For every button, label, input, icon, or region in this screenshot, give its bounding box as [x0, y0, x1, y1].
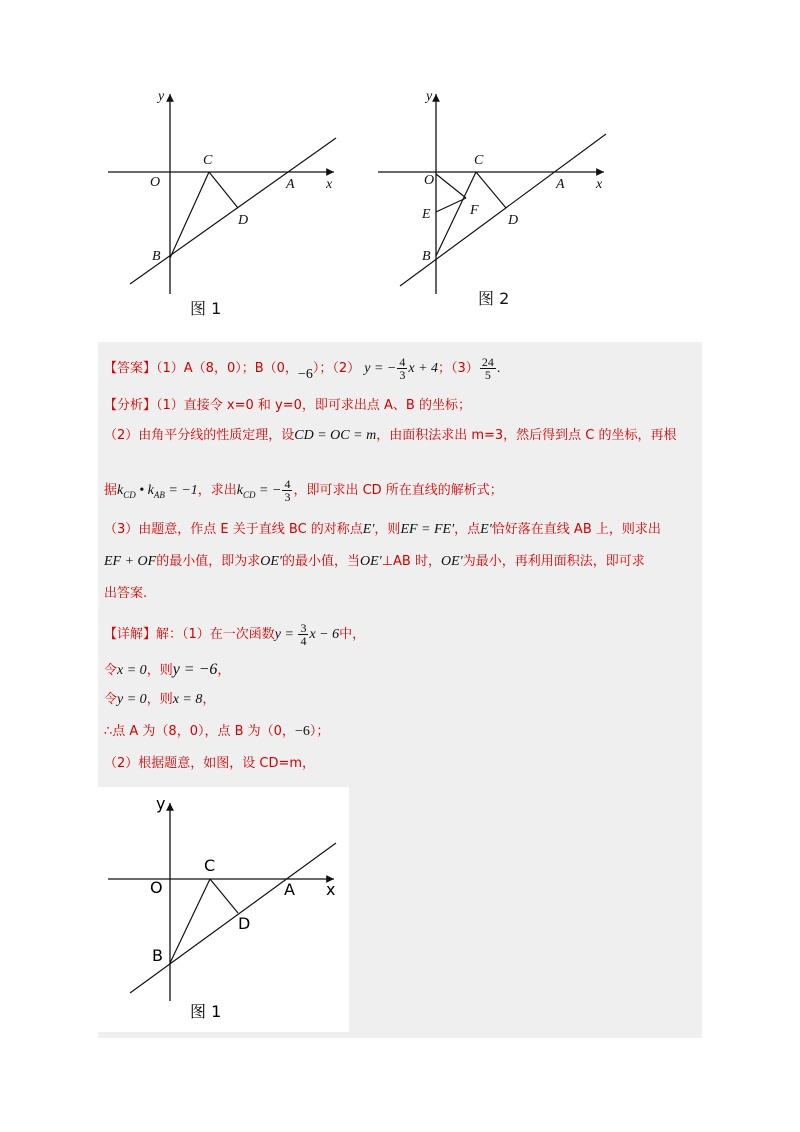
- answer-3-num: 24: [481, 355, 494, 369]
- answer-eq-frac: [397, 356, 407, 381]
- detail-math-x6: x − 6: [309, 627, 340, 642]
- answer-eq-den: 3: [399, 368, 406, 382]
- label-f: F: [470, 203, 479, 218]
- analysis-math-oe-1: OE′: [260, 554, 282, 569]
- detail-math-neg6: −6: [294, 724, 310, 739]
- line-ab: [130, 843, 336, 993]
- analysis-line-6: [104, 584, 147, 604]
- detail-text-3b: ，则: [146, 692, 173, 707]
- k-cd-eq: = −: [255, 483, 282, 498]
- answer-part1-end: ）；（2）: [312, 361, 361, 376]
- detail-frac-num: 3: [300, 621, 307, 635]
- answer-3-frac: [480, 356, 496, 381]
- analysis-text-4d: 恰好落在直线 AB 上，则求出: [491, 522, 661, 537]
- segment-bc: [170, 172, 209, 258]
- detail-math-y0: y = 0: [117, 692, 147, 707]
- label-b: B: [152, 946, 163, 965]
- detail-line-4: [104, 722, 329, 742]
- detail-math-y: y =: [274, 627, 298, 642]
- k-cd-sub: CD: [123, 489, 136, 500]
- k-product-value: = −1: [164, 483, 198, 498]
- segment-ef: [436, 198, 466, 212]
- segment-bc: [170, 879, 210, 963]
- detail-text-2c: ，: [217, 663, 231, 678]
- line-ab: [400, 134, 606, 286]
- detail-text-5: （2）根据题意，如图，设 CD=m，: [104, 756, 316, 771]
- detail-line-3: [104, 690, 215, 710]
- detail-frac-den: 4: [300, 634, 307, 648]
- label-o: O: [424, 173, 435, 188]
- kcd-den: 3: [284, 490, 291, 504]
- detail-line-1: [104, 622, 365, 647]
- detail-math-x8: x = 8: [172, 692, 203, 707]
- label-d: D: [508, 213, 519, 228]
- k-cd-symbol: k: [117, 483, 124, 498]
- answer-eq-num: 4: [399, 355, 406, 369]
- figure-1-svg: [100, 88, 360, 324]
- analysis-text-3c: ，即可求出 CD 所在直线的解析式；: [293, 483, 503, 498]
- analysis-text-3a: 据: [104, 483, 118, 498]
- label-y: y: [158, 89, 165, 104]
- label-b: B: [152, 249, 161, 264]
- analysis-math-ef-fe: EF = FE′: [400, 522, 455, 537]
- answer-end: .: [496, 361, 501, 376]
- segment-cd: [209, 172, 238, 208]
- analysis-text-6: 出答案.: [104, 586, 148, 601]
- label-o: O: [150, 175, 161, 190]
- answer-part3: ；（3）: [438, 361, 479, 376]
- label-x: x: [326, 177, 333, 192]
- answer-b-value: −6: [297, 367, 313, 382]
- k-ab-symbol: • k: [135, 483, 154, 498]
- figure-1: [100, 88, 360, 324]
- analysis-math-oe-3: OE′: [441, 554, 463, 569]
- analysis-tag: 【分析】: [104, 398, 157, 413]
- detail-text-4b: ）；: [309, 724, 330, 739]
- answer-eq-post: x + 4: [408, 361, 439, 376]
- figure-2-caption: 图 2: [478, 289, 510, 308]
- segment-of: [436, 174, 466, 198]
- analysis-math-ef-of: EF + OF: [104, 554, 157, 569]
- detail-text-4a: ∴点 A 为（8，0），点 B 为（0，: [104, 724, 295, 739]
- label-b: B: [422, 249, 431, 264]
- analysis-line-5: [104, 552, 645, 572]
- answer-tag: 【答案】: [104, 361, 157, 376]
- analysis-text-5a: 的最小值，即为求: [156, 554, 261, 569]
- label-e: E: [422, 207, 431, 222]
- line-ab: [130, 138, 336, 284]
- analysis-line-4: [104, 520, 661, 540]
- label-d: D: [238, 213, 249, 228]
- detail-tag: 【详解】: [104, 627, 157, 642]
- k-cd-sub-2: CD: [243, 489, 256, 500]
- analysis-text-1: （1）直接令 x=0 和 y=0，即可求出点 A、B 的坐标；: [156, 398, 471, 413]
- analysis-math-e-prime: E′: [362, 522, 375, 537]
- analysis-kcd-frac: [282, 478, 292, 503]
- figure-3-caption: 图 1: [190, 1002, 222, 1021]
- label-x: x: [326, 880, 336, 899]
- analysis-text-5d: 为最小，再利用面积法，即可求: [462, 554, 645, 569]
- answer-3-den: 5: [484, 368, 491, 382]
- detail-math-x0: x = 0: [117, 663, 147, 678]
- label-y: y: [156, 794, 166, 813]
- label-a: A: [556, 177, 565, 192]
- detail-text-3a: 令: [104, 692, 118, 707]
- figure-3: [98, 787, 349, 1032]
- detail-line-2: [104, 660, 230, 681]
- label-c: C: [474, 153, 484, 168]
- label-d: D: [238, 914, 251, 933]
- figure-2-svg: [370, 88, 620, 324]
- analysis-line-1: [104, 396, 471, 416]
- k-ab-sub: AB: [153, 489, 165, 500]
- label-a: A: [284, 880, 295, 899]
- analysis-text-2b: ，由面积法求出 m=3，然后得到点 C 的坐标，再根: [376, 428, 677, 443]
- figure-3-svg: [98, 787, 349, 1032]
- analysis-text-4a: （3）由题意，作点 E 关于直线 BC 的对称点: [104, 522, 363, 537]
- figure-1-caption: 图 1: [190, 299, 222, 318]
- answer-line: [104, 356, 500, 385]
- detail-text-2b: ，则: [146, 663, 173, 678]
- analysis-text-3b: ，求出: [197, 483, 237, 498]
- kcd-num: 4: [284, 477, 291, 491]
- analysis-text-5b: 的最小值，当: [281, 554, 360, 569]
- answer-part1: （1）A（8，0）；B（0，: [156, 361, 298, 376]
- detail-line-5: [104, 754, 315, 774]
- label-a: A: [286, 177, 295, 192]
- label-o: O: [150, 878, 163, 897]
- label-y: y: [426, 89, 433, 104]
- analysis-math-e-prime-2: E′: [480, 522, 492, 537]
- k-cd-symbol-2: k: [236, 483, 244, 498]
- detail-text-1a: 解：（1）在一次函数: [156, 627, 275, 642]
- analysis-line-2: [104, 426, 677, 446]
- analysis-line-3: [104, 478, 503, 505]
- detail-frac: [298, 622, 308, 647]
- label-x: x: [596, 177, 603, 192]
- analysis-math-cd-oc-m: CD = OC = m: [294, 428, 377, 443]
- analysis-math-oe-2: OE′: [359, 554, 382, 569]
- label-c: C: [203, 153, 213, 168]
- detail-text-2a: 令: [104, 663, 118, 678]
- analysis-text-5c: ⊥AB 时，: [381, 554, 441, 569]
- analysis-math-k-product: [117, 483, 198, 498]
- segment-cd: [476, 172, 506, 208]
- analysis-text-4b: ，则: [374, 522, 401, 537]
- detail-text-1b: 中，: [339, 627, 366, 642]
- label-c: C: [204, 856, 216, 875]
- segment-cd: [210, 879, 238, 913]
- figure-2: [370, 88, 620, 324]
- analysis-math-kcd: [237, 483, 282, 498]
- detail-math-y-6: y = −6: [172, 661, 218, 678]
- analysis-text-4c: ，点: [454, 522, 481, 537]
- detail-text-3c: ，: [202, 692, 216, 707]
- answer-eq-pre: y = −: [364, 361, 397, 376]
- analysis-text-2a: （2）由角平分线的性质定理，设: [104, 428, 295, 443]
